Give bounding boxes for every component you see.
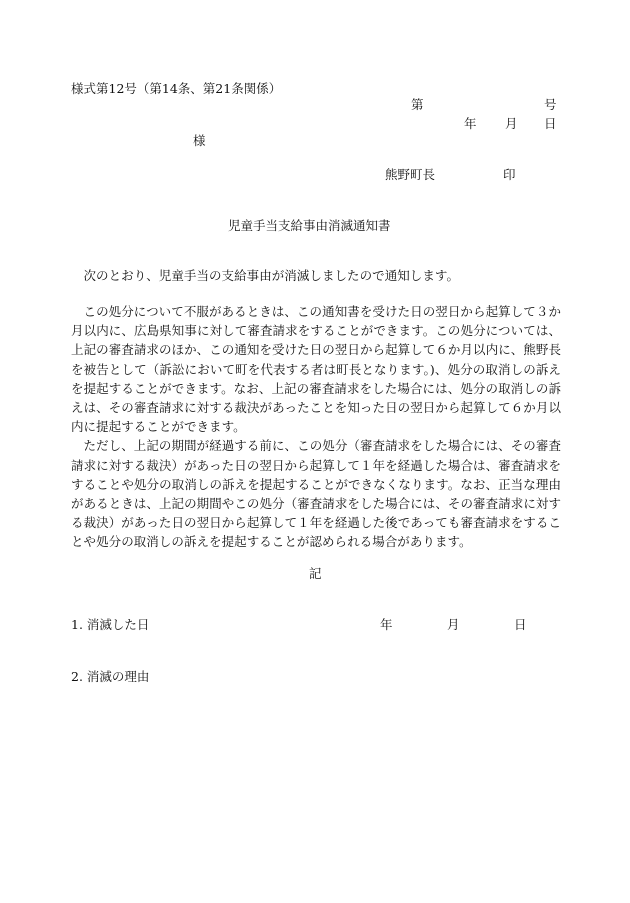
form-number: 様式第12号（第14条、第21条関係） bbox=[71, 81, 282, 96]
item-2-label: 2. 消滅の理由 bbox=[71, 669, 150, 684]
document-number-prefix: 第 bbox=[411, 97, 424, 112]
issue-date-month: 月 bbox=[505, 116, 518, 131]
seal-mark: 印 bbox=[503, 167, 516, 182]
appeal-notice-paragraph-1: この処分について不服があるときは、この通知書を受けた日の翌日から起算して３か月以内に、広島県知事に対して審査請求をすることができます。この処分については、上記の審査請求のほか、この通知を受けた日の翌日から起算して６か月以内に、熊野長を被告として（訴訟において町を代表する者は町長となります。)、処分の取消しの訴えを提起することができます。なお、上記の審査請求をした場合には、処分の取消しの訴えは、その審査請求に対する裁決があったことを知った日の翌日から起算して６か月以内に提起することができます。 bbox=[71, 304, 561, 435]
intro-text: 次のとおり、児童手当の支給事由が消滅しましたので通知します。 bbox=[83, 268, 460, 283]
addressee-honorific: 様 bbox=[193, 133, 206, 148]
appeal-notice-paragraph-2: ただし、上記の期間が経過する前に、この処分（審査請求をした場合には、その審査請求に対する裁決）があった日の翌日から起算して１年を経過した場合は、審査請求をすることや処分の取消しの訴えを提起することができなくなります。なお、正当な理由があるときは、上記の期間やこの処分（審査請求をした場合には、その審査請求に対する裁決）があった日の翌日から起算して１年を経過した後であっても審査請求をすることや処分の取消しの訴えを提起することが認められる場合があります。 bbox=[71, 438, 561, 550]
item-1-day: 日 bbox=[514, 617, 527, 632]
item-1-year: 年 bbox=[380, 617, 393, 632]
issue-date-year: 年 bbox=[464, 116, 477, 131]
item-1-month: 月 bbox=[447, 617, 460, 632]
intro-statement bbox=[71, 266, 561, 285]
ki-marker: 記 bbox=[309, 566, 322, 581]
issue-date-day: 日 bbox=[544, 116, 557, 131]
sender-name: 熊野町長 bbox=[385, 167, 436, 182]
item-1-label: 1. 消滅した日 bbox=[71, 617, 150, 632]
document-number-suffix: 号 bbox=[544, 97, 557, 112]
appeal-notice bbox=[71, 302, 561, 552]
document-title: 児童手当支給事由消滅通知書 bbox=[228, 218, 391, 233]
